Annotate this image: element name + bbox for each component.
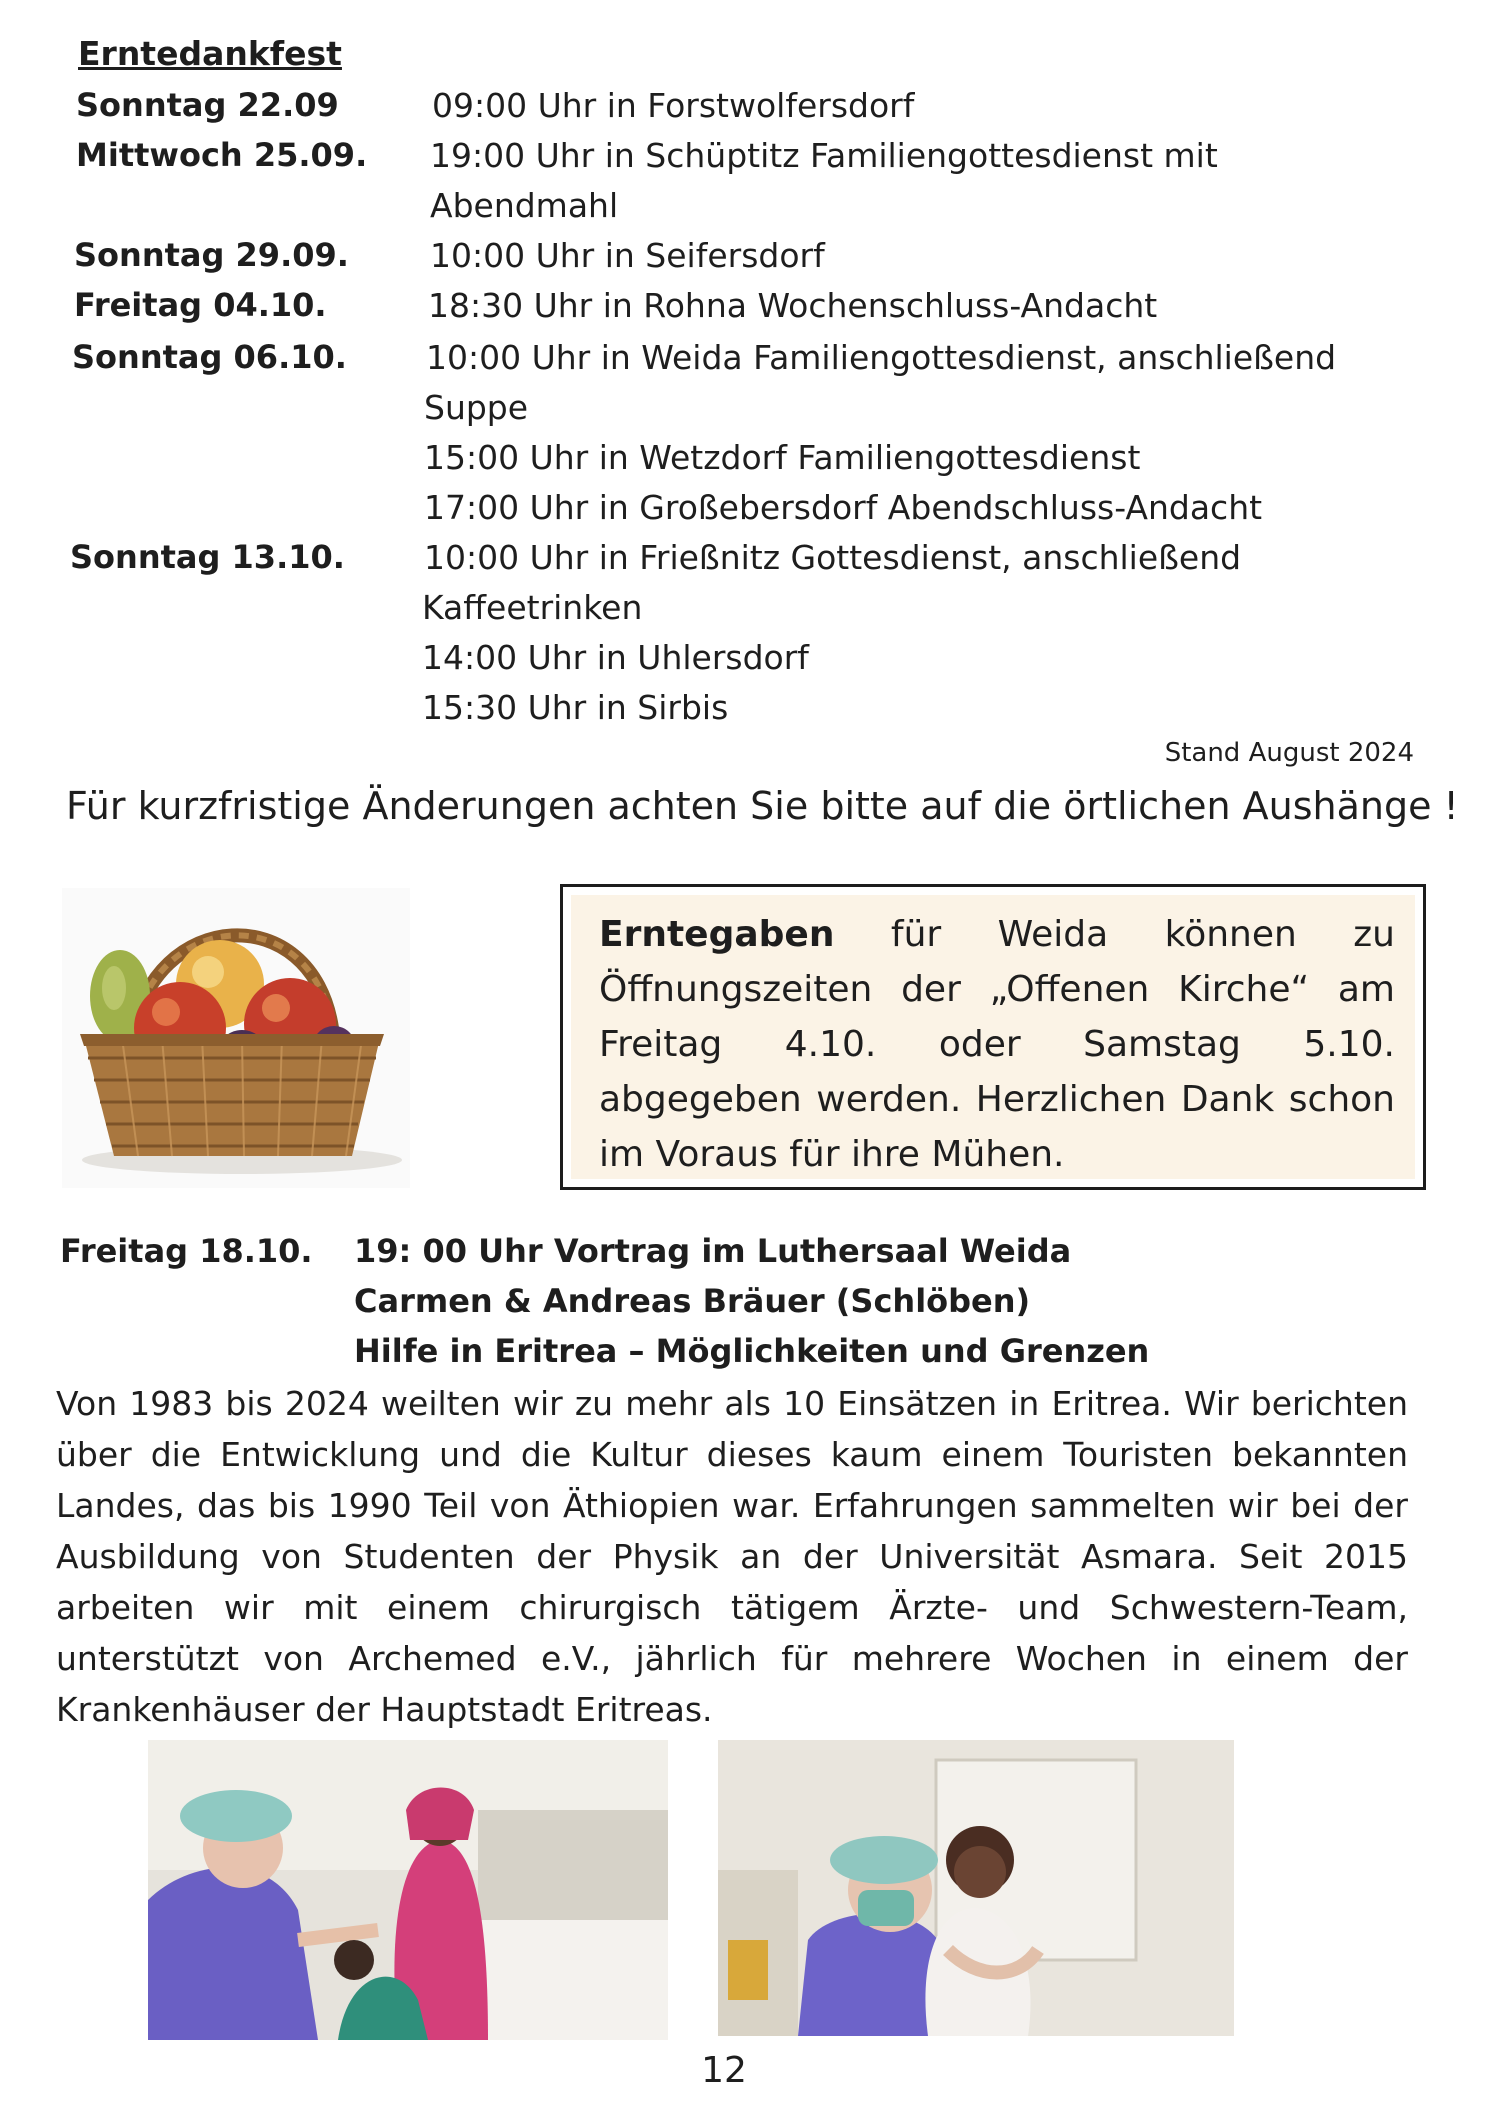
harvest-gifts-body: für Weida können zu Öffnungszeiten der „Offenen Kirche“ am Freitag 4.10. oder Samstag 5.10. abgegeben werden. Herzlichen Dank schon im Voraus für ihre Mühen. (599, 914, 1395, 1175)
schedule-line: 10:00 Uhr in Weida Familiengottesdienst, anschließend (426, 338, 1337, 377)
harvest-gifts-text (571, 895, 1415, 1179)
schedule-day: Sonntag 06.10. (72, 338, 347, 376)
schedule-line: 18:30 Uhr in Rohna Wochenschluss-Andacht (428, 286, 1158, 325)
schedule-line: 10:00 Uhr in Seifersdorf (430, 236, 825, 275)
harvest-gifts-title: Erntegaben (599, 914, 835, 955)
schedule-day: Mittwoch 25.09. (76, 136, 368, 174)
fruit-basket-image (62, 888, 410, 1188)
eritrea-photo-2 (718, 1740, 1234, 2036)
schedule-day: Sonntag 29.09. (74, 236, 349, 274)
schedule-day: Freitag 04.10. (74, 286, 327, 324)
schedule-line: Abendmahl (430, 186, 619, 225)
schedule-line: 09:00 Uhr in Forstwolfersdorf (432, 86, 915, 125)
lecture-topic: Hilfe in Eritrea – Möglichkeiten und Grenzen (354, 1332, 1150, 1370)
schedule-line: Kaffeetrinken (422, 588, 643, 627)
schedule-line: 19:00 Uhr in Schüptitz Familiengottesdienst mit (430, 136, 1218, 175)
schedule-line: 15:30 Uhr in Sirbis (422, 688, 729, 727)
lecture-description: Von 1983 bis 2024 weilten wir zu mehr als 10 Einsätzen in Eritrea. Wir berichten über die Entwicklung und die Kultur dieses kaum einem Touristen bekannten Landes, das bis 1990 Teil von Äthiopien war. Erfahrungen sammelten wir bei der Ausbildung von Studenten der Physik an der Universität Asmara. Seit 2015 arbeiten wir mit einem chirurgisch tätigem Ärzte- und Schwestern-Team, unterstützt von Archemed e.V., jährlich für mehrere Wochen in einem der Krankenhäuser der Hauptstadt Eritreas. (56, 1384, 1408, 1729)
eritrea-photo-1 (148, 1740, 668, 2040)
page-heading: Erntedankfest (78, 34, 342, 73)
lecture-speakers: Carmen & Andreas Bräuer (Schlöben) (354, 1282, 1031, 1320)
schedule-line: 17:00 Uhr in Großebersdorf Abendschluss-Andacht (424, 488, 1263, 527)
stand-date: Stand August 2024 (1164, 738, 1414, 768)
schedule-line: 14:00 Uhr in Uhlersdorf (422, 638, 809, 677)
lecture-day: Freitag 18.10. (60, 1232, 313, 1270)
schedule-line: Suppe (424, 388, 529, 427)
schedule-line: 15:00 Uhr in Wetzdorf Familiengottesdienst (424, 438, 1141, 477)
schedule-day: Sonntag 13.10. (70, 538, 345, 576)
schedule-day: Sonntag 22.09 (76, 86, 339, 124)
change-notice: Für kurzfristige Änderungen achten Sie bitte auf die örtlichen Aushänge ! (66, 784, 1459, 828)
lecture-title: 19: 00 Uhr Vortrag im Luthersaal Weida (354, 1232, 1072, 1270)
schedule-line: 10:00 Uhr in Frießnitz Gottesdienst, anschließend (424, 538, 1242, 577)
page-number: 12 (701, 2050, 747, 2091)
harvest-gifts-box (560, 884, 1426, 1190)
